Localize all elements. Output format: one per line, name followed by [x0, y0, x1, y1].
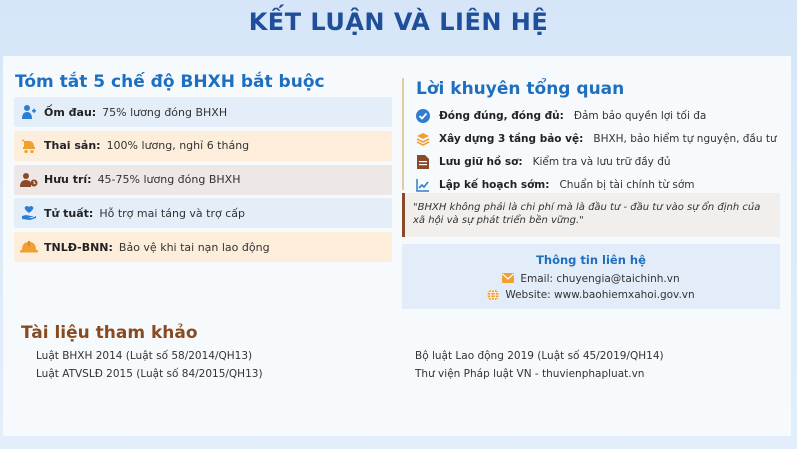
- advice-item: [416, 127, 786, 150]
- summary-item-text: 75% lương đóng BHXH: [102, 105, 228, 119]
- contact-website[interactable]: Website: www.baohiemxahoi.gov.vn: [505, 289, 695, 301]
- summary-item-text: 45-75% lương đóng BHXH: [97, 173, 241, 187]
- advice-accent-bar: [402, 78, 404, 190]
- advice-item-label: Đóng đúng, đóng đủ:: [439, 109, 564, 122]
- globe-icon: [487, 289, 499, 301]
- advice-heading: Lời khuyên tổng quan: [416, 79, 625, 99]
- advice-list: [416, 104, 786, 196]
- contact-box: [402, 244, 780, 309]
- chart-line-icon: [416, 178, 430, 192]
- baby-carriage-icon: [20, 137, 38, 155]
- summary-item-text: 100% lương, nghỉ 6 tháng: [106, 139, 250, 153]
- page-title: KẾT LUẬN VÀ LIÊN HỆ: [248, 8, 549, 36]
- summary-item-sickness: [14, 97, 392, 127]
- summary-item-label: Thai sản:: [44, 139, 101, 153]
- summary-item-maternity: [14, 131, 392, 161]
- contact-website-row: [402, 289, 780, 301]
- summary-heading: Tóm tắt 5 chế độ BHXH bắt buộc: [15, 72, 325, 92]
- summary-item-death: [14, 198, 392, 228]
- hard-hat-icon: [20, 238, 38, 256]
- summary-item-label: Tử tuất:: [44, 206, 94, 220]
- advice-item: [416, 150, 786, 173]
- reference-item: Luật BHXH 2014 (Luật số 58/2014/QH13): [36, 350, 253, 362]
- summary-item-accident: [14, 232, 392, 262]
- summary-item-text: Hỗ trợ mai táng và trợ cấp: [99, 206, 245, 220]
- reference-item: Thư viện Pháp luật VN - thuvienphapluat.vn: [415, 368, 645, 380]
- check-circle-icon: [416, 109, 430, 123]
- advice-item-label: Xây dựng 3 tầng bảo vệ:: [439, 132, 584, 145]
- contact-heading: Thông tin liên hệ: [536, 253, 646, 267]
- advice-item-label: Lưu giữ hồ sơ:: [439, 155, 523, 168]
- summary-item-text: Bảo vệ khi tai nạn lao động: [118, 240, 270, 254]
- retiree-clock-icon: [20, 171, 38, 189]
- reference-item: Luật ATVSLĐ 2015 (Luật số 84/2015/QH13): [36, 368, 263, 380]
- advice-item-text: Đảm bảo quyền lợi tối đa: [573, 109, 707, 122]
- advice-item: [416, 104, 786, 127]
- summary-item-label: Hưu trí:: [44, 173, 92, 187]
- summary-list: [14, 97, 392, 266]
- references-heading: Tài liệu tham khảo: [21, 323, 198, 343]
- sick-person-icon: [20, 103, 38, 121]
- summary-item-retirement: [14, 165, 392, 195]
- reference-item: Bộ luật Lao động 2019 (Luật số 45/2019/QH14): [415, 350, 664, 362]
- envelope-icon: [502, 273, 514, 285]
- advice-item-label: Lập kế hoạch sớm:: [439, 178, 550, 191]
- summary-item-label: Ốm đau:: [44, 105, 97, 119]
- advice-item-text: BHXH, bảo hiểm tự nguyện, đầu tư: [593, 132, 777, 145]
- contact-email-row: [402, 273, 780, 285]
- document-icon: [416, 155, 430, 169]
- helping-hand-icon: [20, 204, 38, 222]
- summary-item-label: TNLĐ-BNN:: [44, 240, 113, 254]
- advice-item-text: Chuẩn bị tài chính từ sớm: [559, 178, 695, 191]
- layers-icon: [416, 132, 430, 146]
- contact-email[interactable]: Email: chuyengia@taichinh.vn: [520, 273, 680, 285]
- advice-item-text: Kiểm tra và lưu trữ đầy đủ: [532, 155, 671, 168]
- quote-block: "BHXH không phải là chi phí mà là đầu tư - đầu tư vào sự ổn định của xã hội và sự phát triển bền vững.": [402, 193, 780, 237]
